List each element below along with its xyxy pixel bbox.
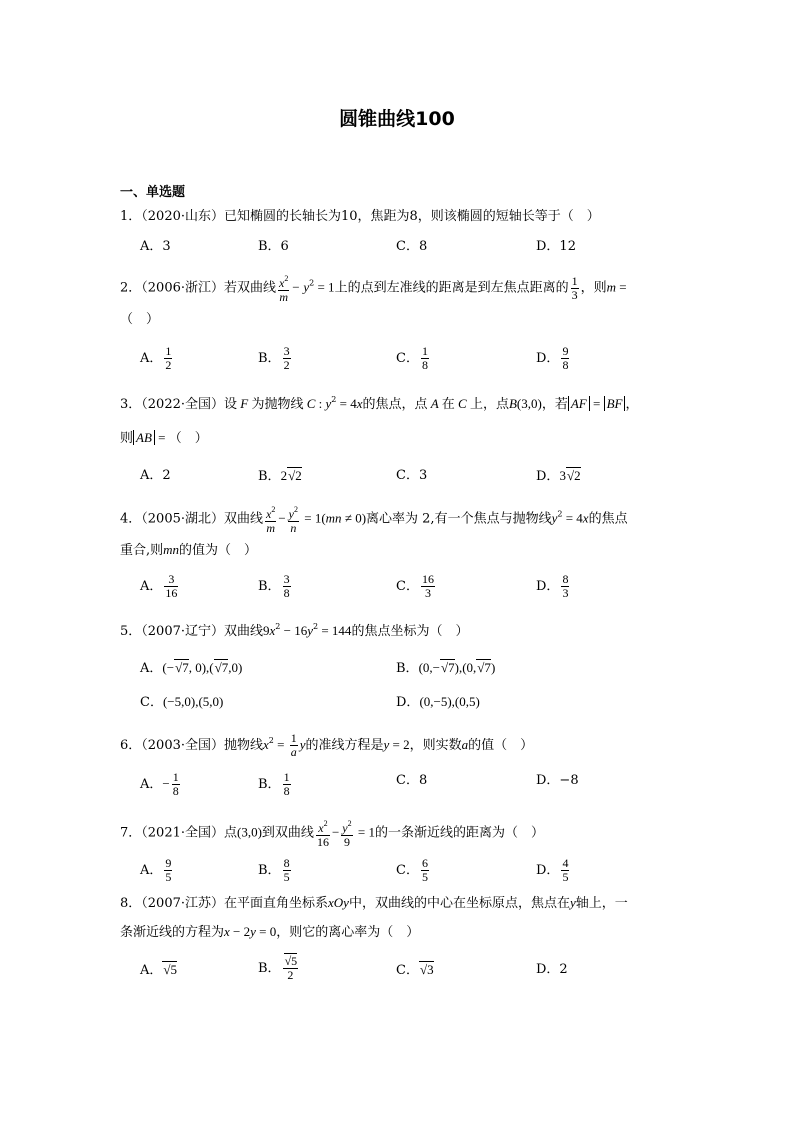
q3-option-d: D．3√2 [536, 468, 581, 484]
q5-option-c: C．(−5,0),(5,0) [140, 694, 224, 710]
q3-option-c: C．3 [396, 468, 428, 483]
q7-option-a: A． $\frac{9}{5}$ [140, 856, 172, 884]
q8-option-c: C．√3 [396, 962, 434, 978]
q4-option-a: A． $\frac{3}{16}$ [140, 572, 178, 600]
question-5: 5．（2007·辽宁）双曲线$9x^2 - 16y^2 = 144$的焦点坐标为（ ） [120, 622, 469, 639]
q1-option-d: D．12 [536, 239, 576, 254]
q5-option-a: A．(−√7, 0),(√7,0) [140, 660, 243, 676]
q8-option-b: B． $\frac{√5}{2}$ [258, 954, 298, 982]
q4-option-c: C． $\frac{16}{3}$ [396, 572, 434, 600]
question-2-paren: （ ） [120, 312, 160, 327]
q7-option-c: C． $\frac{6}{5}$ [396, 856, 428, 884]
q8-option-a: A．√5 [140, 962, 178, 978]
section-heading: 一、单选题 [120, 185, 186, 200]
question-1: 1．（2020·山东）已知椭圆的长轴长为10，焦距为8，则该椭圆的短轴长等于（ ） [120, 209, 600, 224]
question-4-line-2: 重合,则mn的值为（ ） [120, 542, 258, 558]
q4-option-d: D． $\frac{8}{3}$ [536, 572, 569, 600]
q2-option-a: A． $\frac{1}{2}$ [140, 344, 172, 372]
question-3: 3．（2022·全国）设 F 为抛物线 C : $y^2 = 4x$的焦点，点 A 在 C 上，点B(3,0)，若 AF = BF ， [120, 395, 639, 412]
question-6: 6．（2003·全国）抛物线$x^2$ = $\frac{1}{a}$ y的准线方程是y = 2，则实数a的值（ ） [120, 731, 534, 759]
q1-option-c: C．8 [396, 239, 428, 254]
q8-option-d: D．2 [536, 962, 568, 977]
question-8: 8．（2007·江苏）在平面直角坐标系xOy中，双曲线的中心在坐标原点，焦点在y轴上，一 [120, 895, 628, 911]
q6-option-a: A．− $\frac{1}{8}$ [140, 770, 179, 798]
q6-option-b: B． $\frac{1}{8}$ [258, 770, 290, 798]
q2-option-c: C． $\frac{1}{8}$ [396, 344, 428, 372]
q1-option-a: A．3 [140, 239, 171, 254]
q2-option-b: B． $\frac{3}{2}$ [258, 344, 290, 372]
question-3-line-2: 则 AB = （ ） [120, 430, 208, 446]
q4-option-b: B． $\frac{3}{8}$ [258, 572, 290, 600]
page-title: 圆锥曲线100 [339, 108, 455, 130]
q3-option-b: B．2√2 [258, 468, 302, 484]
q5-option-b: B．(0,−√7),(0,√7) [396, 660, 496, 676]
q1-option-b: B．6 [258, 239, 289, 254]
question-4: 4．（2005·湖北）双曲线 $\frac{x^2}{m}$ − $\frac{y^2}{n}$ = 1(mn ≠ 0)离心率为 2,有一个焦点与抛物线$y^2 = 4x$的焦点 [120, 505, 628, 535]
question-2: 2．（2006·浙江）若双曲线 $\frac{x^2}{m}$ − $y^2 = 1$上的点到左准线的距离是到左焦点距离的 $\frac{1}{3}$ ，则m = [120, 273, 627, 304]
q2-option-d: D． $\frac{9}{8}$ [536, 344, 569, 372]
q6-option-c: C．8 [396, 773, 428, 788]
question-8-line-2: 条渐近线的方程为x − 2y = 0，则它的离心率为（ ） [120, 924, 420, 940]
q5-option-d: D．(0,−5),(0,5) [396, 694, 480, 710]
question-7: 7．（2021·全国）点(3,0)到双曲线 $\frac{x^2}{16}$ − $\frac{y^2}{9}$ = 1的一条渐近线的距离为（ ） [120, 819, 544, 849]
formula-fraction: $\frac{x^2}{m}$ [279, 274, 289, 304]
formula-fraction: $\frac{1}{3}$ [571, 273, 578, 302]
q7-option-b: B． $\frac{8}{5}$ [258, 856, 290, 884]
q3-option-a: A．2 [140, 468, 171, 483]
q7-option-d: D． $\frac{4}{5}$ [536, 856, 569, 884]
q6-option-d: D．−8 [536, 773, 579, 788]
